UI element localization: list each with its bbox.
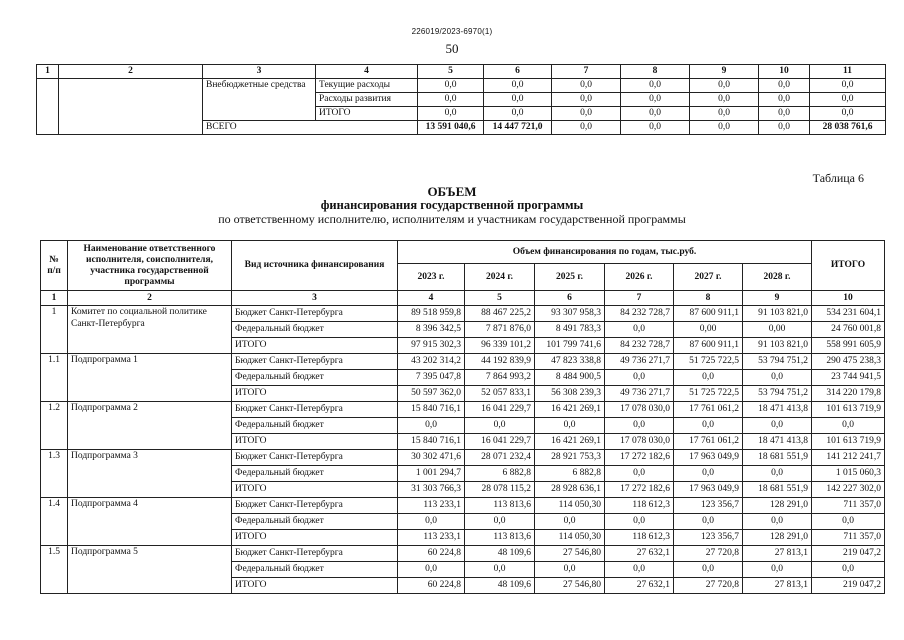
column-number: 4 — [316, 65, 418, 79]
value-cell: 17 272 182,6 — [605, 482, 674, 498]
value-cell: 0,00 — [674, 322, 743, 338]
value-cell: 558 991 605,9 — [812, 338, 885, 354]
table-number-label: Таблица 6 — [812, 171, 864, 185]
value-cell: 17 272 182,6 — [605, 450, 674, 466]
value-cell: 44 192 839,9 — [465, 354, 535, 370]
value-cell: 219 047,2 — [812, 546, 885, 562]
column-number: 7 — [552, 65, 621, 79]
value-cell: 0,0 — [535, 418, 605, 434]
row-index: 1.4 — [41, 498, 68, 546]
column-number: 8 — [674, 291, 743, 306]
value-cell: 17 761 061,2 — [674, 402, 743, 418]
header-total: ИТОГО — [812, 241, 885, 291]
value-cell: 50 597 362,0 — [398, 386, 465, 402]
value-cell: 16 041 229,7 — [465, 434, 535, 450]
value-cell: 0,0 — [743, 418, 812, 434]
funding-source: Бюджет Санкт-Петербурга — [232, 306, 398, 322]
value-cell: 118 612,3 — [605, 530, 674, 546]
row-label: Текущие расходы — [316, 79, 418, 93]
value-cell: 15 840 716,1 — [398, 402, 465, 418]
column-number-row — [37, 65, 886, 79]
value-cell: 0,0 — [810, 79, 886, 93]
funding-source: Бюджет Санкт-Петербурга — [232, 402, 398, 418]
funding-source: Федеральный бюджет — [232, 370, 398, 386]
value-cell: 711 357,0 — [812, 498, 885, 514]
total-label: ВСЕГО — [203, 121, 418, 135]
value-cell: 128 291,0 — [743, 530, 812, 546]
table-row — [41, 450, 885, 466]
value-cell: 84 232 728,7 — [605, 338, 674, 354]
year-header: 2023 г. — [398, 264, 465, 291]
value-cell: 711 357,0 — [812, 530, 885, 546]
value-cell: 1 001 294,7 — [398, 466, 465, 482]
value-cell: 28 078 115,2 — [465, 482, 535, 498]
value-cell: 123 356,7 — [674, 498, 743, 514]
row-index: 1 — [41, 306, 68, 354]
total-value: 28 038 761,6 — [810, 121, 886, 135]
value-cell: 0,0 — [690, 93, 759, 107]
row-label: ИТОГО — [316, 107, 418, 121]
column-number: 6 — [535, 291, 605, 306]
value-cell: 0,0 — [465, 418, 535, 434]
value-cell: 114 050,30 — [535, 498, 605, 514]
value-cell: 141 212 241,7 — [812, 450, 885, 466]
value-cell: 0,0 — [398, 418, 465, 434]
value-cell: 87 600 911,1 — [674, 306, 743, 322]
value-cell: 0,0 — [484, 93, 552, 107]
value-cell: 18 681 551,9 — [743, 482, 812, 498]
funding-source: Бюджет Санкт-Петербурга — [232, 450, 398, 466]
column-number: 2 — [68, 291, 232, 306]
funding-source: Федеральный бюджет — [232, 466, 398, 482]
total-value: 0,0 — [552, 121, 621, 135]
value-cell: 49 736 271,7 — [605, 354, 674, 370]
year-header: 2026 г. — [605, 264, 674, 291]
value-cell: 48 109,6 — [465, 546, 535, 562]
funding-source: ИТОГО — [232, 338, 398, 354]
funding-source: Бюджет Санкт-Петербурга — [232, 498, 398, 514]
value-cell: 314 220 179,8 — [812, 386, 885, 402]
value-cell: 0,0 — [674, 370, 743, 386]
value-cell: 0,0 — [552, 107, 621, 121]
value-cell: 49 736 271,7 — [605, 386, 674, 402]
value-cell: 113 233,1 — [398, 498, 465, 514]
value-cell: 60 224,8 — [398, 546, 465, 562]
value-cell: 0,00 — [743, 322, 812, 338]
value-cell: 0,0 — [812, 418, 885, 434]
value-cell: 24 760 001,8 — [812, 322, 885, 338]
funding-source: ИТОГО — [232, 482, 398, 498]
column-number: 9 — [690, 65, 759, 79]
value-cell: 60 224,8 — [398, 578, 465, 594]
funding-source: ИТОГО — [232, 530, 398, 546]
value-cell: 1 015 060,3 — [812, 466, 885, 482]
value-cell: 96 339 101,2 — [465, 338, 535, 354]
value-cell: 0,0 — [674, 466, 743, 482]
value-cell: 27 632,1 — [605, 578, 674, 594]
value-cell: 28 921 753,3 — [535, 450, 605, 466]
value-cell: 18 471 413,8 — [743, 434, 812, 450]
value-cell: 17 078 030,0 — [605, 434, 674, 450]
funding-source: ИТОГО — [232, 386, 398, 402]
value-cell: 18 681 551,9 — [743, 450, 812, 466]
value-cell: 0,0 — [484, 79, 552, 93]
value-cell: 0,0 — [484, 107, 552, 121]
row-index: 1.5 — [41, 546, 68, 594]
column-number: 3 — [232, 291, 398, 306]
column-number: 5 — [465, 291, 535, 306]
table-row — [41, 546, 885, 562]
value-cell: 0,0 — [812, 562, 885, 578]
value-cell: 88 467 225,2 — [465, 306, 535, 322]
header-volume: Объем финансирования по годам, тыс.руб. — [398, 241, 812, 264]
value-cell: 43 202 314,2 — [398, 354, 465, 370]
table-row — [41, 498, 885, 514]
header-source: Вид источника финансирования — [232, 241, 398, 291]
value-cell: 28 928 636,1 — [535, 482, 605, 498]
value-cell: 27 720,8 — [674, 578, 743, 594]
value-cell: 53 794 751,2 — [743, 354, 812, 370]
executor-name: Подпрограмма 4 — [68, 498, 232, 546]
column-number: 6 — [484, 65, 552, 79]
value-cell: 91 103 821,0 — [743, 338, 812, 354]
value-cell: 0,0 — [674, 514, 743, 530]
value-cell: 534 231 604,1 — [812, 306, 885, 322]
total-value: 13 591 040,6 — [418, 121, 484, 135]
column-number: 4 — [398, 291, 465, 306]
column-number: 1 — [41, 291, 68, 306]
value-cell: 101 613 719,9 — [812, 402, 885, 418]
year-header: 2025 г. — [535, 264, 605, 291]
value-cell: 0,0 — [418, 79, 484, 93]
column-number: 5 — [418, 65, 484, 79]
value-cell: 8 396 342,5 — [398, 322, 465, 338]
value-cell: 0,0 — [605, 322, 674, 338]
value-cell: 113 233,1 — [398, 530, 465, 546]
total-value: 0,0 — [759, 121, 810, 135]
value-cell: 16 041 229,7 — [465, 402, 535, 418]
value-cell: 8 484 900,5 — [535, 370, 605, 386]
value-cell: 91 103 821,0 — [743, 306, 812, 322]
value-cell: 16 421 269,1 — [535, 402, 605, 418]
value-cell: 84 232 728,7 — [605, 306, 674, 322]
total-value: 0,0 — [690, 121, 759, 135]
column-number: 11 — [810, 65, 886, 79]
table-row — [41, 306, 885, 322]
funding-source: Бюджет Санкт-Петербурга — [232, 546, 398, 562]
value-cell: 0,0 — [690, 107, 759, 121]
group-label: Внебюджетные средства — [203, 79, 316, 121]
value-cell: 17 761 061,2 — [674, 434, 743, 450]
page-number: 50 — [445, 41, 459, 56]
funding-source: ИТОГО — [232, 434, 398, 450]
value-cell: 28 071 232,4 — [465, 450, 535, 466]
value-cell: 219 047,2 — [812, 578, 885, 594]
empty-cell — [59, 79, 203, 135]
funding-source: Федеральный бюджет — [232, 562, 398, 578]
row-index: 1.2 — [41, 402, 68, 450]
value-cell: 101 613 719,9 — [812, 434, 885, 450]
executor-name: Подпрограмма 1 — [68, 354, 232, 402]
column-number: 9 — [743, 291, 812, 306]
value-cell: 27 546,80 — [535, 546, 605, 562]
row-label: Расходы развития — [316, 93, 418, 107]
value-cell: 87 600 911,1 — [674, 338, 743, 354]
value-cell: 30 302 471,6 — [398, 450, 465, 466]
value-cell: 17 078 030,0 — [605, 402, 674, 418]
row-index: 1.1 — [41, 354, 68, 402]
value-cell: 0,0 — [621, 107, 690, 121]
value-cell: 0,0 — [398, 514, 465, 530]
value-cell: 0,0 — [465, 562, 535, 578]
executor-name: Подпрограмма 3 — [68, 450, 232, 498]
value-cell: 113 813,6 — [465, 530, 535, 546]
continued-table — [36, 64, 886, 135]
value-cell: 0,0 — [759, 107, 810, 121]
column-number: 8 — [621, 65, 690, 79]
value-cell: 7 395 047,8 — [398, 370, 465, 386]
value-cell: 0,0 — [605, 466, 674, 482]
value-cell: 27 813,1 — [743, 546, 812, 562]
value-cell: 0,0 — [535, 514, 605, 530]
value-cell: 52 057 833,1 — [465, 386, 535, 402]
value-cell: 7 871 876,0 — [465, 322, 535, 338]
value-cell: 0,0 — [810, 93, 886, 107]
value-cell: 0,0 — [621, 79, 690, 93]
value-cell: 0,0 — [465, 514, 535, 530]
table-row — [37, 79, 886, 93]
table-subtitle-2: по ответственному исполнителю, исполнителям и участникам государственной программы — [218, 212, 686, 226]
value-cell: 0,0 — [743, 562, 812, 578]
value-cell: 0,0 — [418, 93, 484, 107]
table-subtitle: финансирования государственной программы — [320, 198, 584, 212]
funding-source: ИТОГО — [232, 578, 398, 594]
value-cell: 0,0 — [605, 370, 674, 386]
row-index: 1.3 — [41, 450, 68, 498]
value-cell: 17 963 049,9 — [674, 450, 743, 466]
empty-cell — [37, 79, 59, 135]
value-cell: 142 227 302,0 — [812, 482, 885, 498]
value-cell: 0,0 — [812, 514, 885, 530]
value-cell: 0,0 — [759, 93, 810, 107]
value-cell: 51 725 722,5 — [674, 354, 743, 370]
value-cell: 8 491 783,3 — [535, 322, 605, 338]
column-number: 10 — [812, 291, 885, 306]
funding-source: Бюджет Санкт-Петербурга — [232, 354, 398, 370]
year-header: 2024 г. — [465, 264, 535, 291]
executor-name: Комитет по социальной политике Санкт-Петербурга — [68, 306, 232, 354]
value-cell: 0,0 — [743, 370, 812, 386]
executor-name: Подпрограмма 5 — [68, 546, 232, 594]
value-cell: 56 308 239,3 — [535, 386, 605, 402]
value-cell: 27 720,8 — [674, 546, 743, 562]
value-cell: 6 882,8 — [465, 466, 535, 482]
value-cell: 123 356,7 — [674, 530, 743, 546]
value-cell: 0,0 — [398, 562, 465, 578]
value-cell: 23 744 941,5 — [812, 370, 885, 386]
value-cell: 0,0 — [418, 107, 484, 121]
column-number: 7 — [605, 291, 674, 306]
value-cell: 27 813,1 — [743, 578, 812, 594]
funding-source: Федеральный бюджет — [232, 322, 398, 338]
value-cell: 0,0 — [690, 79, 759, 93]
column-number: 2 — [59, 65, 203, 79]
value-cell: 0,0 — [621, 93, 690, 107]
value-cell: 47 823 338,8 — [535, 354, 605, 370]
column-number: 10 — [759, 65, 810, 79]
value-cell: 27 632,1 — [605, 546, 674, 562]
table-row — [41, 402, 885, 418]
document-id: 226019/2023-6970(1) — [411, 27, 493, 36]
value-cell: 48 109,6 — [465, 578, 535, 594]
value-cell: 0,0 — [674, 418, 743, 434]
value-cell: 17 963 049,9 — [674, 482, 743, 498]
value-cell: 6 882,8 — [535, 466, 605, 482]
funding-source: Федеральный бюджет — [232, 418, 398, 434]
header-num: № п/п — [41, 241, 68, 291]
value-cell: 0,0 — [552, 93, 621, 107]
value-cell: 53 794 751,2 — [743, 386, 812, 402]
value-cell: 0,0 — [552, 79, 621, 93]
value-cell: 31 303 766,3 — [398, 482, 465, 498]
total-value: 14 447 721,0 — [484, 121, 552, 135]
value-cell: 101 799 741,6 — [535, 338, 605, 354]
column-number: 1 — [37, 65, 59, 79]
value-cell: 128 291,0 — [743, 498, 812, 514]
value-cell: 97 915 302,3 — [398, 338, 465, 354]
value-cell: 0,0 — [743, 514, 812, 530]
header-name: Наименование ответственного исполнителя, соисполнителя, участника государственной программы — [68, 241, 232, 291]
total-value: 0,0 — [621, 121, 690, 135]
value-cell: 0,0 — [743, 466, 812, 482]
value-cell: 7 864 993,2 — [465, 370, 535, 386]
table-row — [41, 354, 885, 370]
value-cell: 118 612,3 — [605, 498, 674, 514]
value-cell: 0,0 — [605, 562, 674, 578]
value-cell: 51 725 722,5 — [674, 386, 743, 402]
executor-name: Подпрограмма 2 — [68, 402, 232, 450]
column-number: 3 — [203, 65, 316, 79]
value-cell: 0,0 — [535, 562, 605, 578]
table-title: ОБЪЕМ — [427, 184, 477, 199]
value-cell: 113 813,6 — [465, 498, 535, 514]
year-header: 2028 г. — [743, 264, 812, 291]
value-cell: 0,0 — [674, 562, 743, 578]
year-header: 2027 г. — [674, 264, 743, 291]
financing-table — [40, 240, 885, 594]
value-cell: 290 475 238,3 — [812, 354, 885, 370]
value-cell: 27 546,80 — [535, 578, 605, 594]
value-cell: 0,0 — [605, 514, 674, 530]
value-cell: 0,0 — [759, 79, 810, 93]
value-cell: 16 421 269,1 — [535, 434, 605, 450]
value-cell: 18 471 413,8 — [743, 402, 812, 418]
value-cell: 0,0 — [605, 418, 674, 434]
funding-source: Федеральный бюджет — [232, 514, 398, 530]
value-cell: 15 840 716,1 — [398, 434, 465, 450]
value-cell: 93 307 958,3 — [535, 306, 605, 322]
value-cell: 114 050,30 — [535, 530, 605, 546]
value-cell: 89 518 959,8 — [398, 306, 465, 322]
value-cell: 0,0 — [810, 107, 886, 121]
